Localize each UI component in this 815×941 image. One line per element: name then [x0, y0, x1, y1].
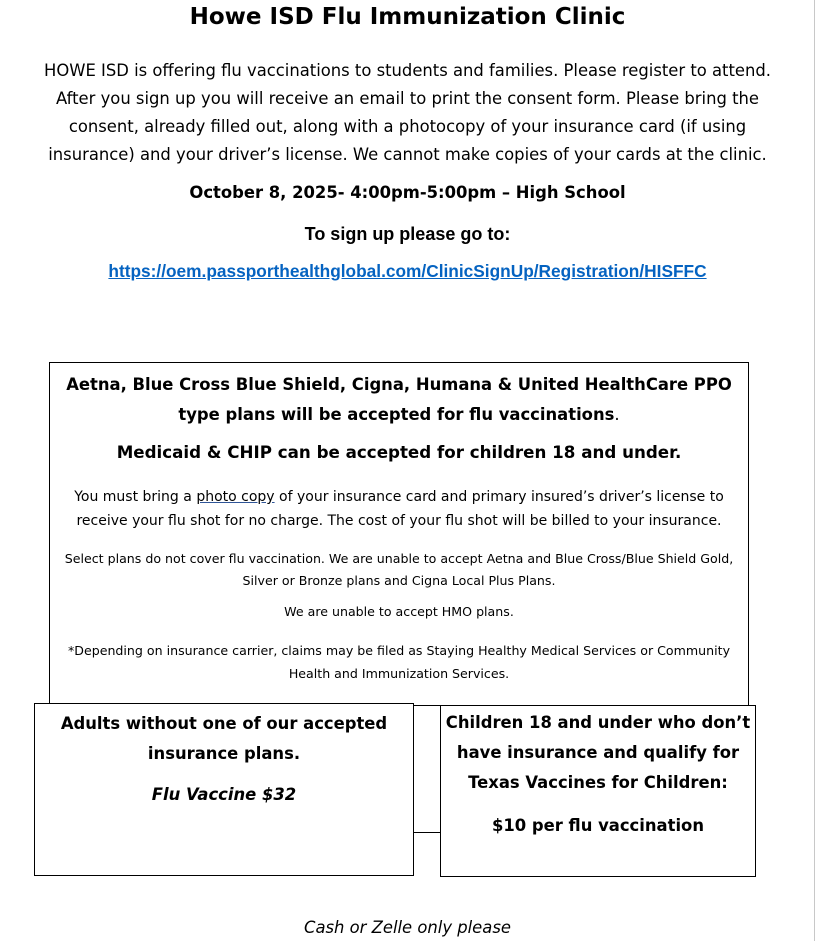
bring-card-text	[58, 485, 740, 533]
claims-note: *Depending on insurance carrier, claims may be filed as Staying Healthy Medical Services or Community Health and Immunization Services.	[67, 643, 731, 681]
payment-note: Cash or Zelle only please	[304, 918, 511, 937]
adults-price-box	[34, 703, 414, 876]
accepted-plans-bold: Aetna, Blue Cross Blue Shield, Cigna, Humana & United HealthCare PPO type plans will be accepted for flu vaccinations	[66, 375, 732, 424]
insurance-info-box	[49, 362, 749, 706]
children-price: $10 per flu vaccination	[492, 816, 704, 835]
event-date: October 8, 2025- 4:00pm-5:00pm – High School	[189, 183, 626, 202]
signup-label: To sign up please go to:	[304, 224, 511, 244]
select-plans-text: Select plans do not cover flu vaccination. We are unable to accept Aetna and Blue Cross/Blue Shield Gold, Silver or Bronze plans and Cigna Local Plus Plans.	[64, 551, 734, 588]
accepted-plans-text	[58, 370, 740, 430]
accepted-plans-period: .	[614, 405, 620, 424]
adults-price: Flu Vaccine $32	[151, 785, 297, 804]
signup-link[interactable]: https://oem.passporthealthglobal.com/ClinicSignUp/Registration/HISFFC	[108, 261, 707, 281]
medicaid-text: Medicaid & CHIP can be accepted for children 18 and under.	[116, 442, 682, 462]
box-connector-line	[414, 832, 440, 833]
adults-heading: Adults without one of our accepted insurance plans.	[60, 714, 388, 763]
children-price-box	[440, 705, 756, 877]
page-title: Howe ISD Flu Immunization Clinic	[189, 4, 626, 30]
children-heading: Children 18 and under who don’t have insurance and qualify for Texas Vaccines for Children:	[445, 713, 751, 792]
bring-prefix: You must bring a	[74, 489, 197, 505]
photo-copy-underlined: photo copy	[196, 489, 275, 505]
hmo-text: We are unable to accept HMO plans.	[284, 604, 514, 619]
bring-suffix: of your insurance card and primary insured’s driver’s license to receive your flu shot for no charge. The cost of your flu shot will be billed to your insurance.	[76, 489, 724, 529]
intro-paragraph: HOWE ISD is offering flu vaccinations to students and families. Please register to attend. After you sign up you will receive an email to print the consent form. Please bring the consent, already filled out, along with a photocopy of your insurance card (if using insurance) and your driver’s license. We cannot make copies of your cards at the clinic.	[44, 61, 771, 164]
